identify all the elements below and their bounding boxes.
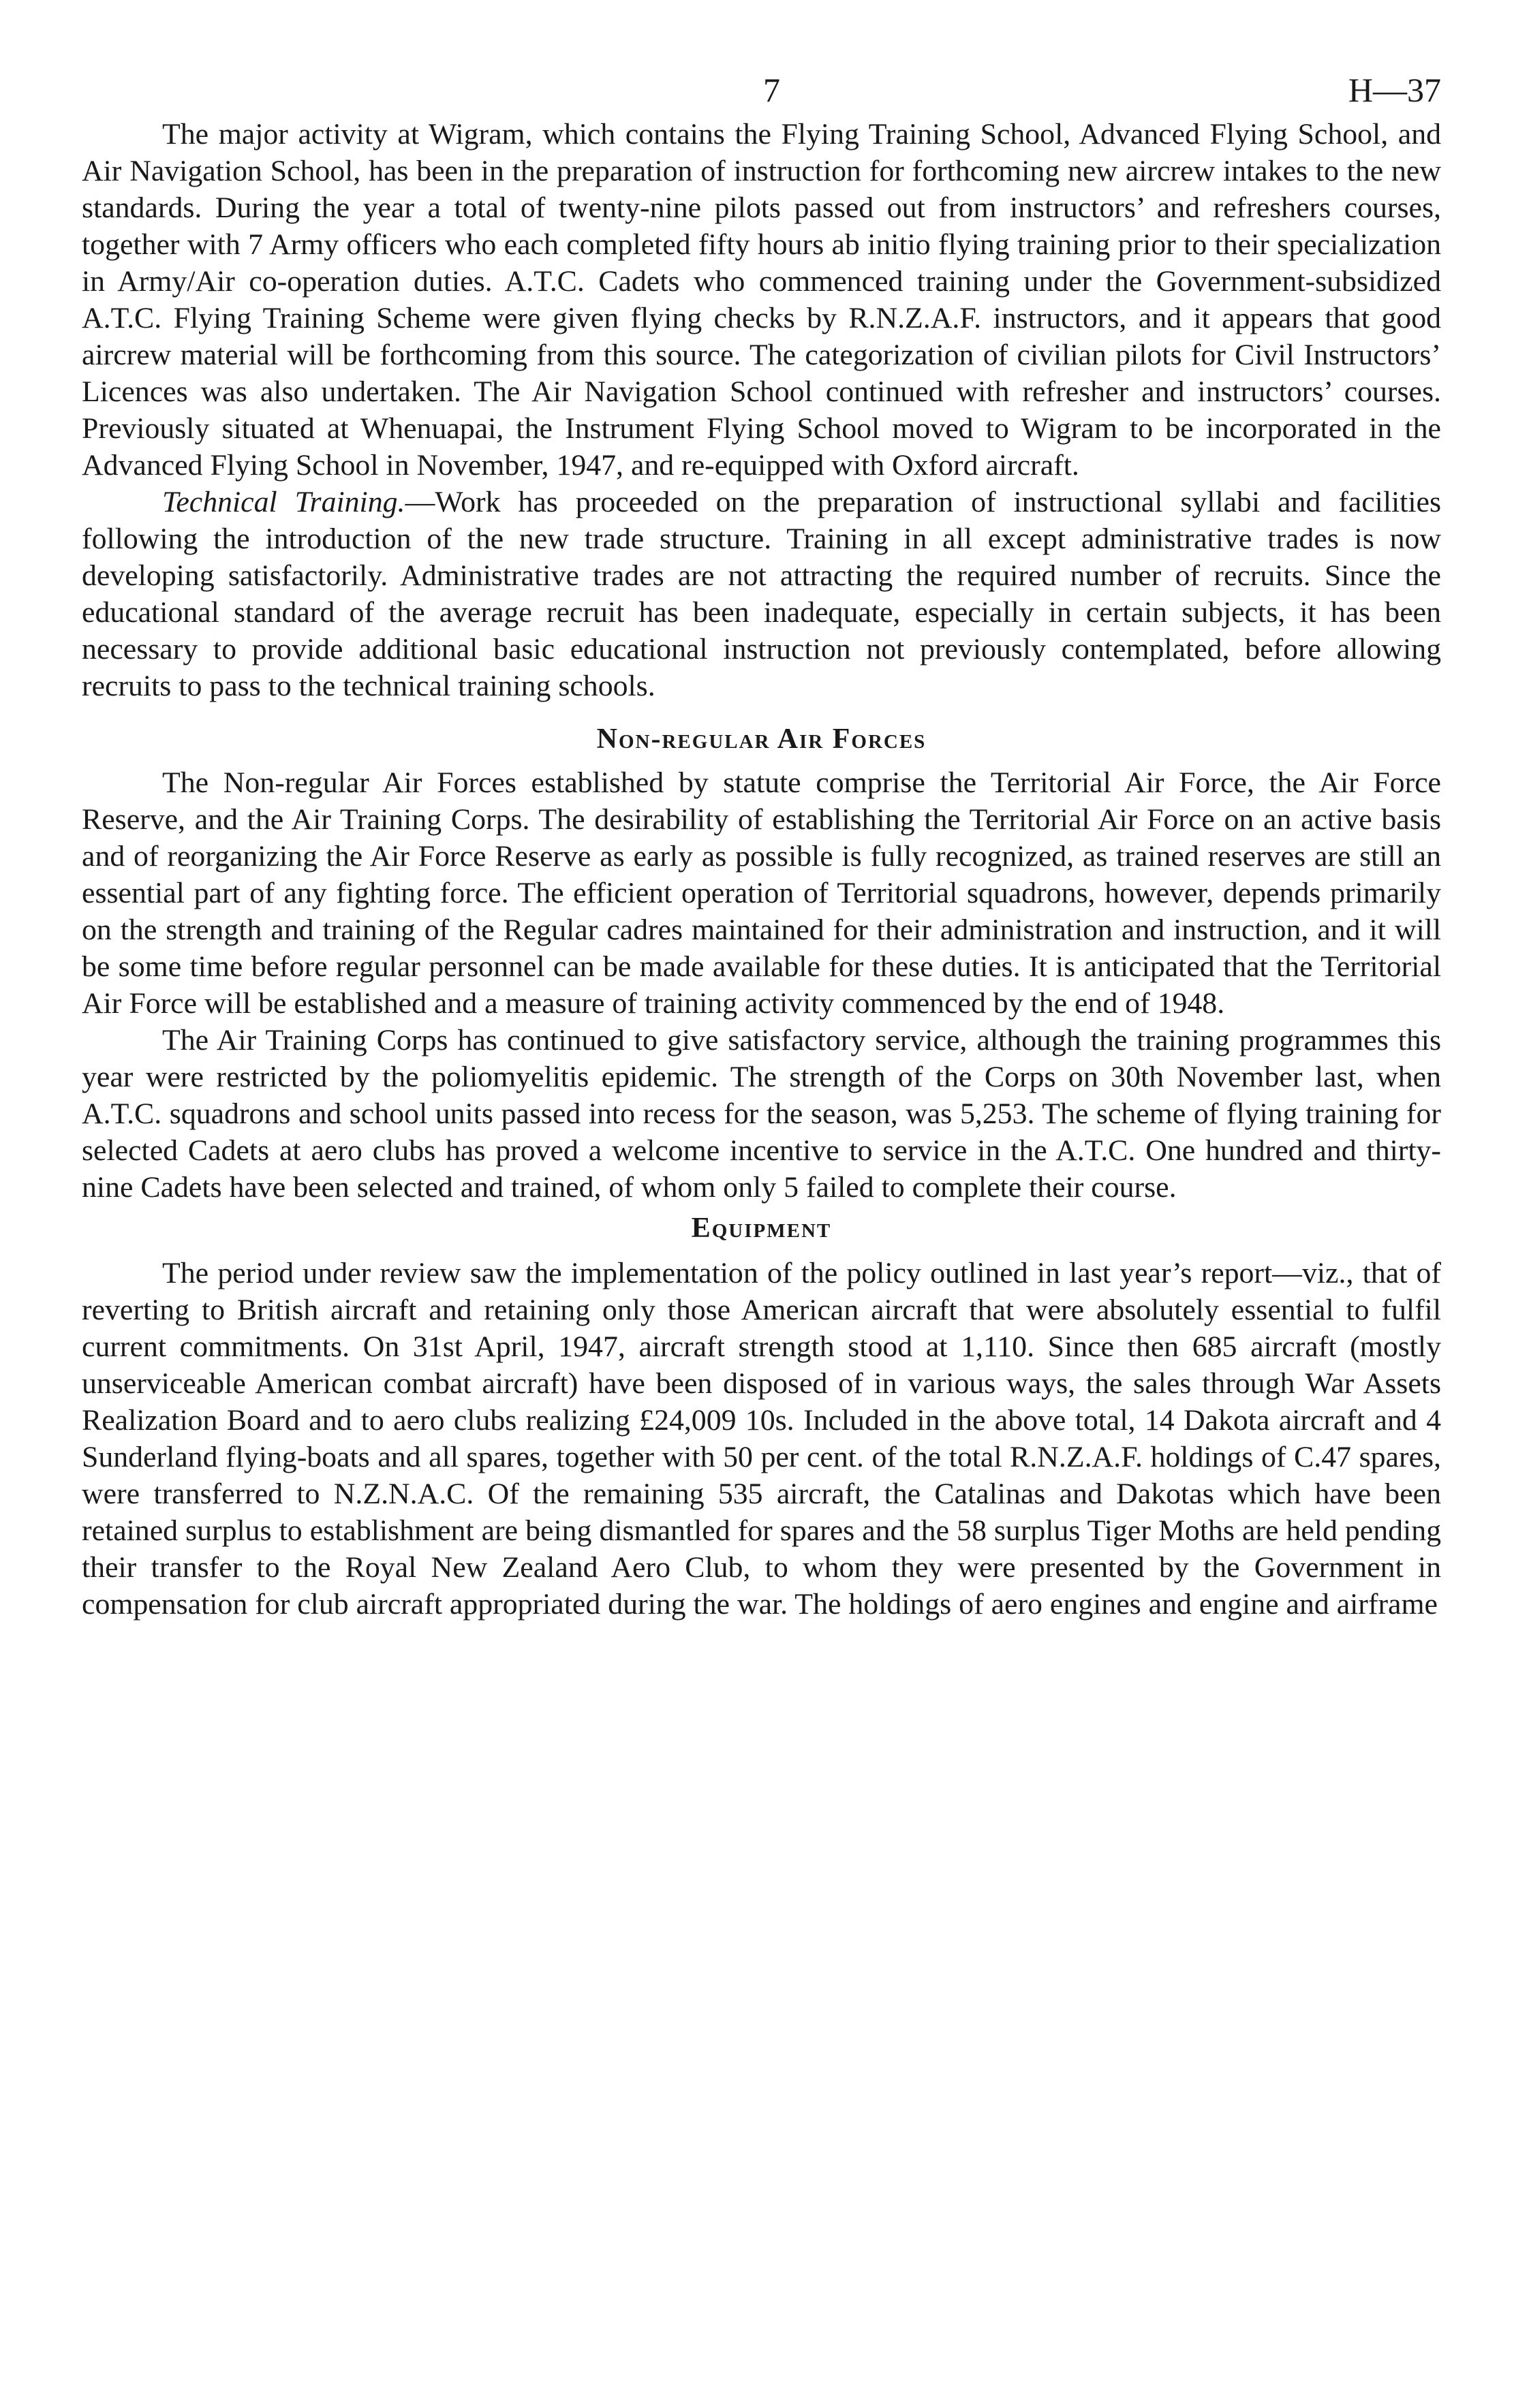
paragraph-non-regular-forces: The Non-regular Air Forces established by statute comprise the Territorial Air Force, the Air Force Reserve, and the Air Training Corps. The desirability of establishing the Territorial Air Force on an active basis and of reorganizing the Air Force Reserve as early as possible is fully recognized, as trained reserves are still an essential part of any fighting force. The efficient operation of Territorial squadrons, however, depends primarily on the strength and training of the Regular cadres maintained for their administration and instruction, and it will be some time before regular personnel can be made available for these duties. It is anticipated that the Territorial Air Force will be established and a measure of training activity commenced by the end of 1948. (82, 766, 1441, 1020)
paragraph-wigram: The major activity at Wigram, which contains the Flying Training School, Advanced Flying School, and Air Navigation School, has been in the preparation of instruction for forthcoming new aircrew intakes to the new standards. During the year a total of twenty-nine pilots passed out from instructors’ and refreshers courses, together with 7 Army officers who each completed fifty hours ab initio flying training prior to their specialization in Army/Air co-operation duties. A.T.C. Cadets who commenced training under the Government-subsidized A.T.C. Flying Training Scheme were given flying checks by R.N.Z.A.F. instructors, and it appears that good aircrew material will be forthcoming from this source. The categorization of civilian pilots for Civil Instructors’ Licences was also undertaken. The Air Navigation School continued with refresher and instructors’ courses. Previously situated at Whenuapai, the Instrument Flying School moved to Wigram to be incorporated in the Advanced Flying School in November, 1947, and re-equipped with Oxford aircraft. (82, 118, 1441, 482)
paragraph-air-training-corps: The Air Training Corps has continued to give satisfactory service, although the training programmes this year were restricted by the poliomyelitis epidemic. The strength of the Corps on 30th November last, when A.T.C. squadrons and school units passed into recess for the season, was 5,253. The scheme of flying training for selected Cadets at aero clubs has proved a welcome incentive to service in the A.T.C. One hundred and thirty-nine Cadets have been selected and trained, of whom only 5 failed to complete their course. (82, 1024, 1441, 1204)
run-in-heading-technical-training: Technical Training. (162, 486, 405, 518)
section-heading-equipment: Equipment (691, 1213, 832, 1244)
page-body (82, 116, 1441, 1623)
paragraph-technical-training (82, 484, 1441, 704)
technical-training-text: —Work has proceeded on the preparation of instructional syllabi and facilities following the introduction of the new trade structure. Training in all except administrative trades is now developing satisfactorily. Administrative trades are not attracting the required number of recruits. Since the educational standard of the average recruit has been inadequate, especially in certain subjects, it has been necessary to provide additional basic educational instruction not previously contemplated, before allowing recruits to pass to the technical training schools. (82, 486, 1441, 702)
document-page (82, 65, 1441, 1623)
section-heading-non-regular-air-forces: Non-regular Air Forces (596, 723, 927, 755)
document-reference: H—37 (1348, 71, 1441, 109)
page-number: 7 (763, 71, 780, 109)
page-header (82, 65, 1441, 116)
paragraph-equipment: The period under review saw the implementation of the policy outlined in last year’s report—viz., that of reverting to British aircraft and retaining only those American aircraft that were absolutely essential to fulfil current commitments. On 31st April, 1947, aircraft strength stood at 1,110. Since then 685 aircraft (mostly unserviceable American combat aircraft) have been disposed of in various ways, the sales through War Assets Realization Board and to aero clubs realizing £24,009 10s. Included in the above total, 14 Dakota aircraft and 4 Sunderland flying-boats and all spares, together with 50 per cent. of the total R.N.Z.A.F. holdings of C.47 spares, were transferred to N.Z.N.A.C. Of the remaining 535 aircraft, the Catalinas and Dakotas which have been retained surplus to establishment are being dismantled for spares and the 58 surplus Tiger Moths are held pending their transfer to the Royal New Zealand Aero Club, to whom they were presented by the Government in compensation for club aircraft appropriated during the war. The holdings of aero engines and engine and airframe (82, 1257, 1441, 1621)
